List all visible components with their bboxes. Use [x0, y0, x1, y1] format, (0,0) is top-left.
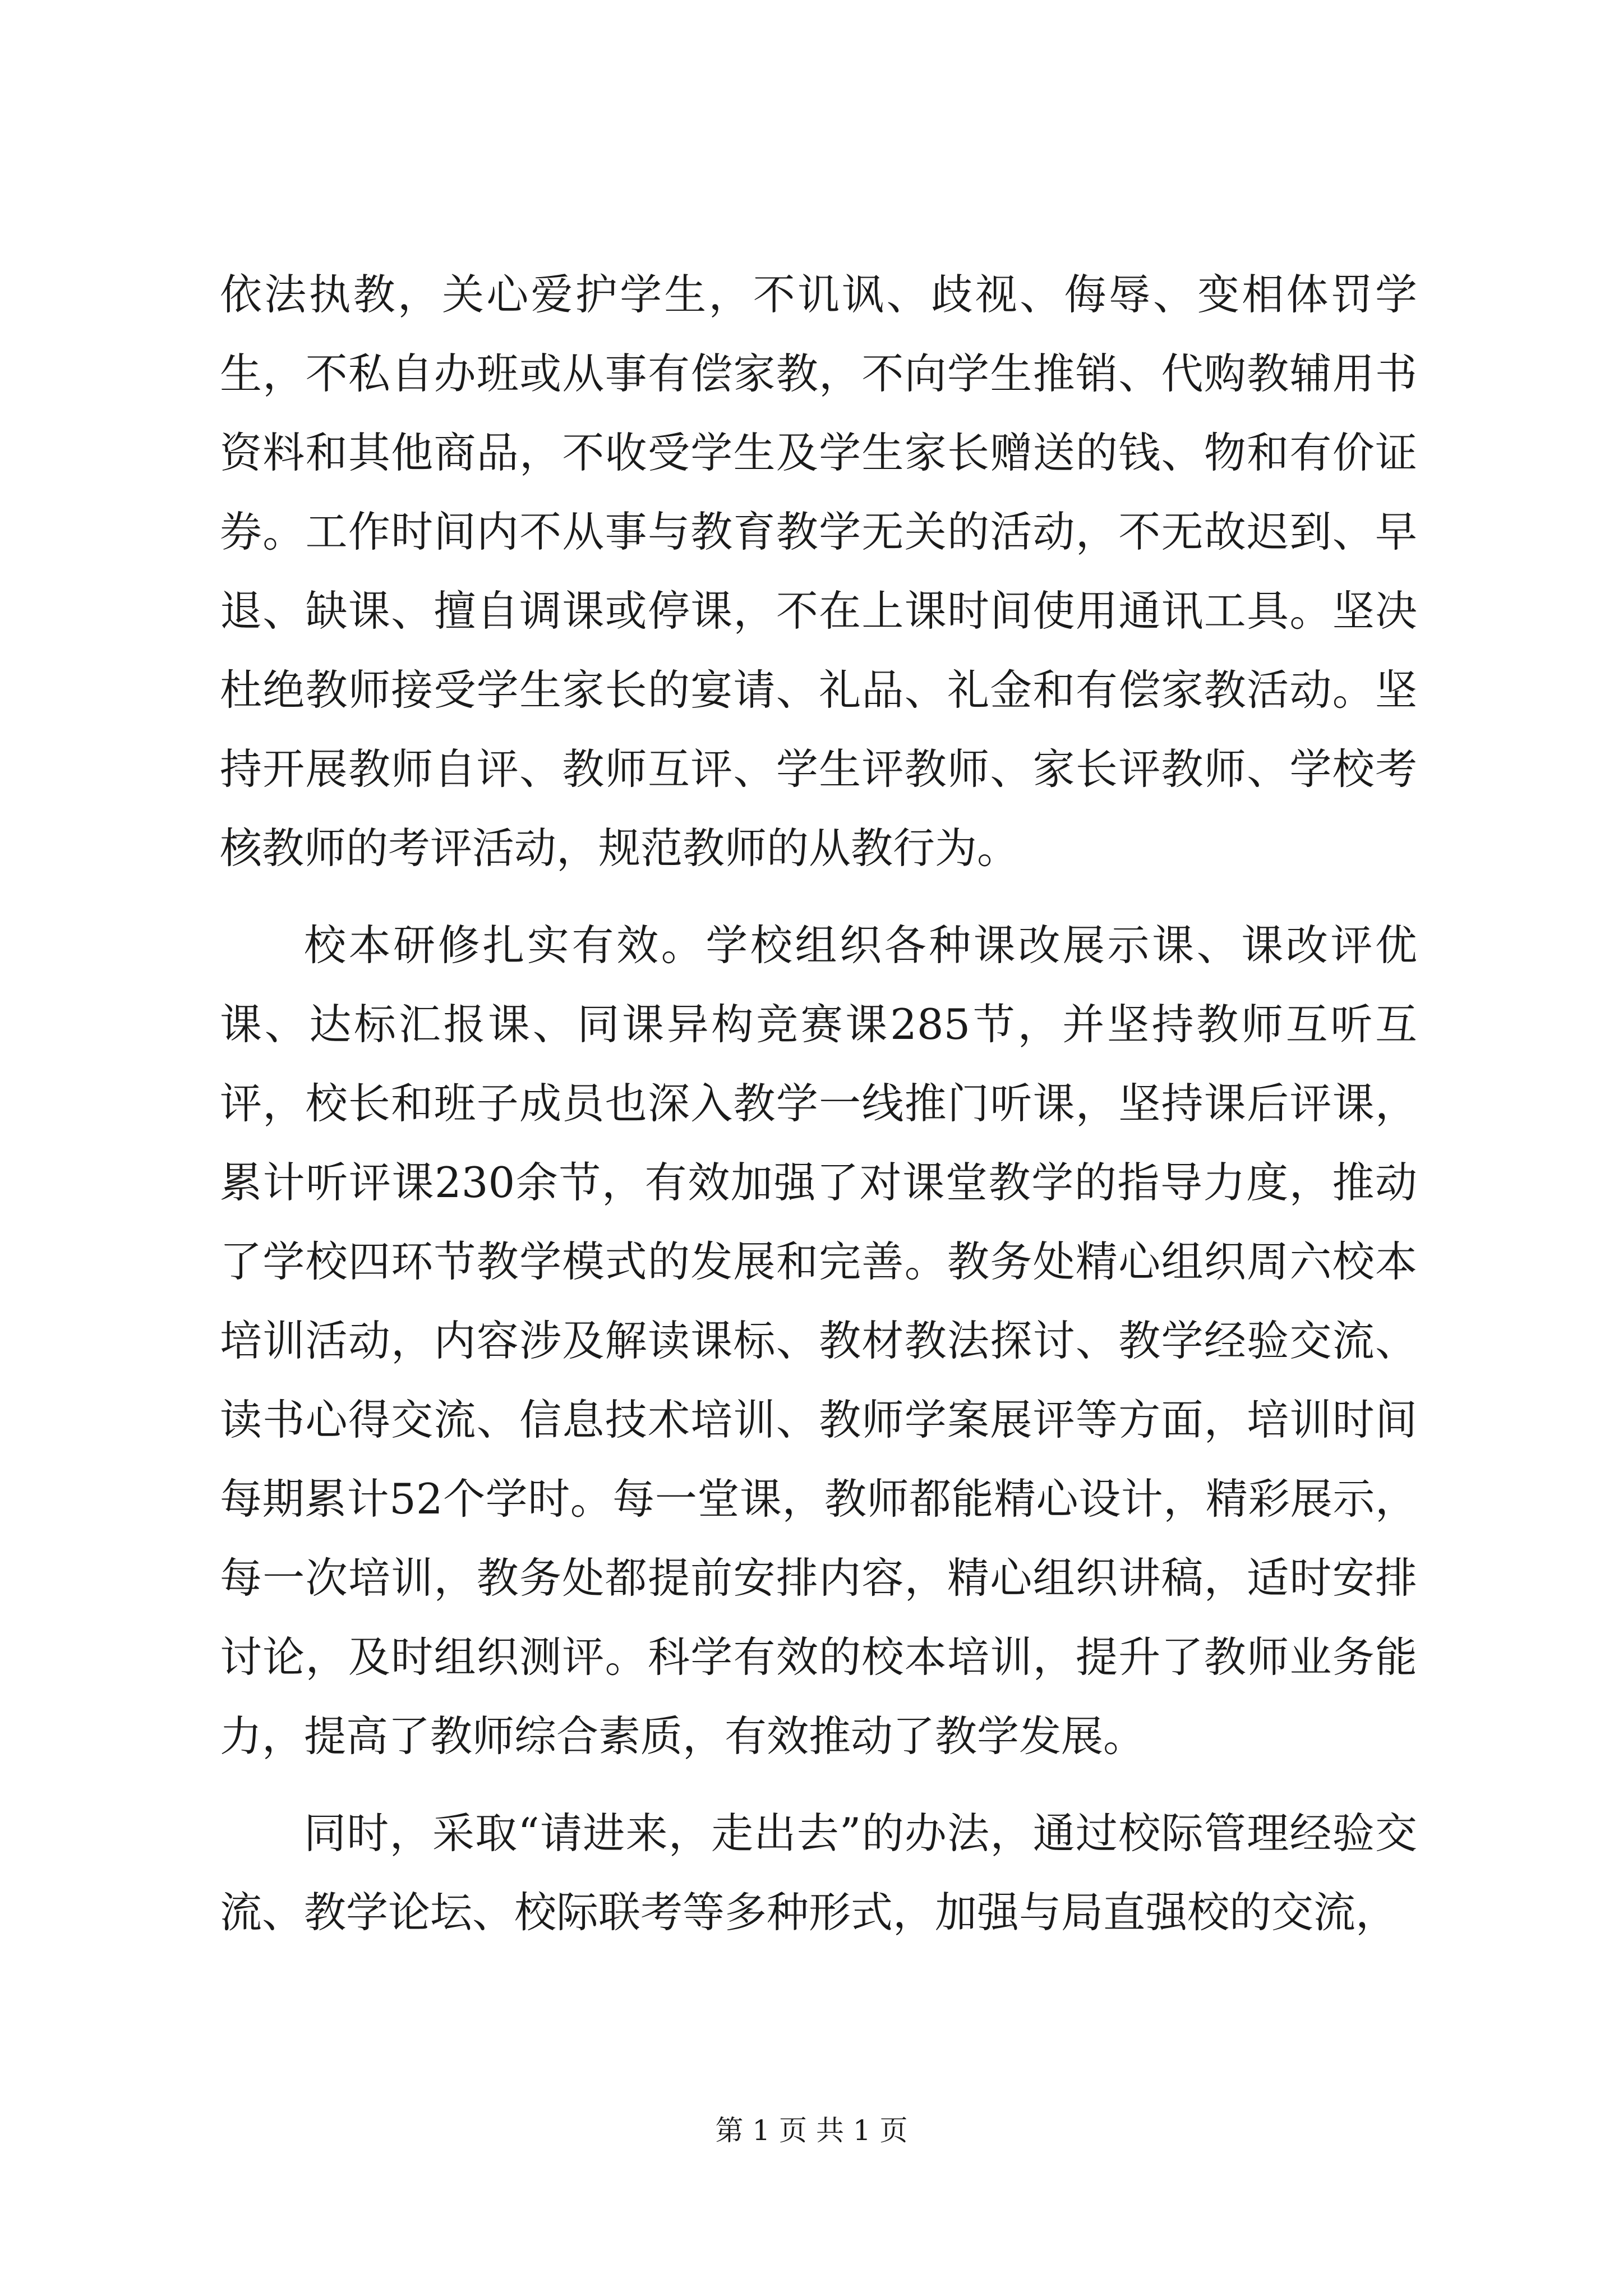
paragraph-teacher-conduct: 依法执教，关心爱护学生，不讥讽、歧视、侮辱、变相体罚学生，不私自办班或从事有偿家教，不向学生推销、代购教辅用书资料和其他商品，不收受学生及学生家长赠送的钱、物和有价证券。工作时间内不从事与教育教学无关的活动，不无故迟到、早退、缺课、擅自调课或停课，不在上课时间使用通讯工具。坚决杜绝教师接受学生家长的宴请、礼品、礼金和有偿家教活动。坚持开展教师自评、教师互评、学生评教师、家长评教师、学校考核教师的考评活动，规范教师的从教行为。 [220, 270, 1417, 873]
page-footer: 第 1 页 共 1 页 [715, 2114, 908, 2147]
body-text [220, 255, 1417, 1952]
paragraph-school-training: 校本研修扎实有效。学校组织各种课改展示课、课改评优课、达标汇报课、同课异构竞赛课285节，并坚持教师互听互评，校长和班子成员也深入教学一线推门听课，坚持课后评课，累计听评课230余节，有效加强了对课堂教学的指导力度，推动了学校四环节教学模式的发展和完善。教务处精心组织周六校本培训活动，内容涉及解读课标、教材教法探讨、教学经验交流、读书心得交流、信息技术培训、教师学案展评等方面，培训时间每期累计52个学时。每一堂课，教师都能精心设计，精彩展示，每一次培训，教务处都提前安排内容，精心组织讲稿，适时安排讨论，及时组织测评。科学有效的校本培训，提升了教师业务能力，提高了教师综合素质，有效推动了教学发展。 [220, 921, 1417, 1761]
paragraph-exchange: 同时，采取“请进来，走出去”的办法，通过校际管理经验交流、教学论坛、校际联考等多种形式，加强与局直强校的交流， [220, 1809, 1417, 1937]
